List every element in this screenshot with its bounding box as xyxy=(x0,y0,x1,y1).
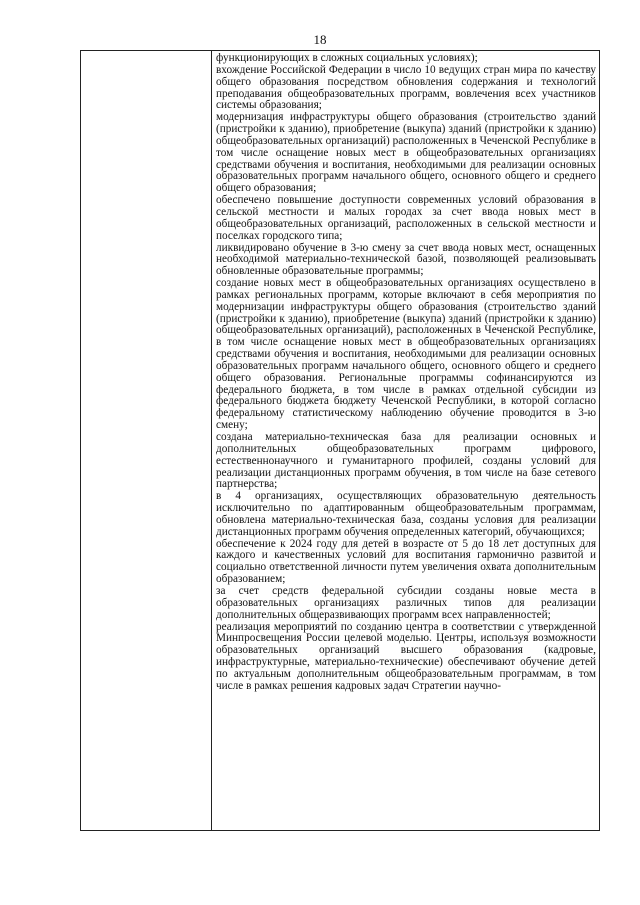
paragraph: модернизация инфраструктуры общего образования (строительство зданий (пристройки к зданию), приобретение (выкупа) зданий (пристройки к зданию) общеобразовательных организаций) расположенных в Чеченской Республике в том числе оснащение новых мест в общеобразовательных организациях средствами обучения и воспитания, необходимыми для реализации основных образовательных программ начального общего, основного общего и среднего общего образования; xyxy=(216,111,596,195)
paragraph: создана материально-техническая база для реализации основных и дополнительных общеобразовательных программ цифрового, естественнонаучного и гуманитарного профилей, созданы условий для реализации дистанционных программ обучения, в том числе на базе сетевого партнерства; xyxy=(216,431,596,491)
paragraph: создание новых мест в общеобразовательных организациях осуществлено в рамках региональных программ, которые включают в себя мероприятия по модернизации инфраструктуры общего образования (строительство зданий (пристройки к зданию), приобретение (выкупа) зданий (пристройки к зданию) общеобразовательных организаций), расположенных в Чеченской Республике, в том числе оснащение новых мест в общеобразовательных организациях средствами обучения и воспитания, необходимыми для реализации основных образовательных программ начального общего, основного общего и среднего общего образования. Региональные программы софинансируются из федерального бюджета, в том числе в рамках отдельной субсидии из федерального бюджета бюджету Чеченской Республики, в которой согласно федеральному статистическому наблюдению обучение проводится в 3-ю смену; xyxy=(216,277,596,432)
paragraph: ликвидировано обучение в 3-ю смену за счет ввода новых мест, оснащенных необходимой материально-технической базой, позволяющей реализовывать обновленные образовательные программы; xyxy=(216,241,596,278)
paragraph: в 4 организациях, осуществляющих образовательную деятельность исключительно по адаптированным общеобразовательным программам, обновлена материально-техническая база, созданы условия для реализации дистанционных программ обучения определенных категорий, обучающихся; xyxy=(216,490,596,538)
paragraph: обеспечено повышение доступности современных условий образования в сельской местности и малых городах за счет ввода новых мест в общеобразовательных организаций, расположенных в сельской местности и поселках городского типа; xyxy=(216,194,596,242)
paragraph: за счет средств федеральной субсидии созданы новые места в образовательных организациях различных типов для реализации дополнительных общеразвивающих программ всех направленностей; xyxy=(216,584,596,621)
paragraph: вхождение Российской Федерации в число 10 ведущих стран мира по качеству общего образования посредством обновления содержания и технологий преподавания общеобразовательных программ, вовлечения всех участников системы образования; xyxy=(216,63,596,112)
document-table xyxy=(80,50,600,831)
page-number: 18 xyxy=(313,32,327,47)
paragraph: функционирующих в сложных социальных условиях); xyxy=(216,52,478,64)
table-left-cell xyxy=(81,51,212,831)
paragraph: реализация мероприятий по созданию центра в соответствии с утвержденной Минпросвещения России целевой моделью. Центры, используя возможности образовательных организаций высшего образования (кадровые, инфраструктурные, материально-технические) обеспечивают обучение детей по актуальным дополнительным общеобразовательным программам, в том числе в рамках решения кадровых задач Стратегии научно- xyxy=(216,620,596,692)
paragraph: обеспечение к 2024 году для детей в возрасте от 5 до 18 лет доступных для каждого и качественных условий для воспитания гармонично развитой и социально ответственной личности путем увеличения охвата дополнительным образованием; xyxy=(216,537,596,586)
table-right-cell xyxy=(212,51,600,831)
table-row xyxy=(81,51,600,831)
cell-text xyxy=(212,51,599,693)
